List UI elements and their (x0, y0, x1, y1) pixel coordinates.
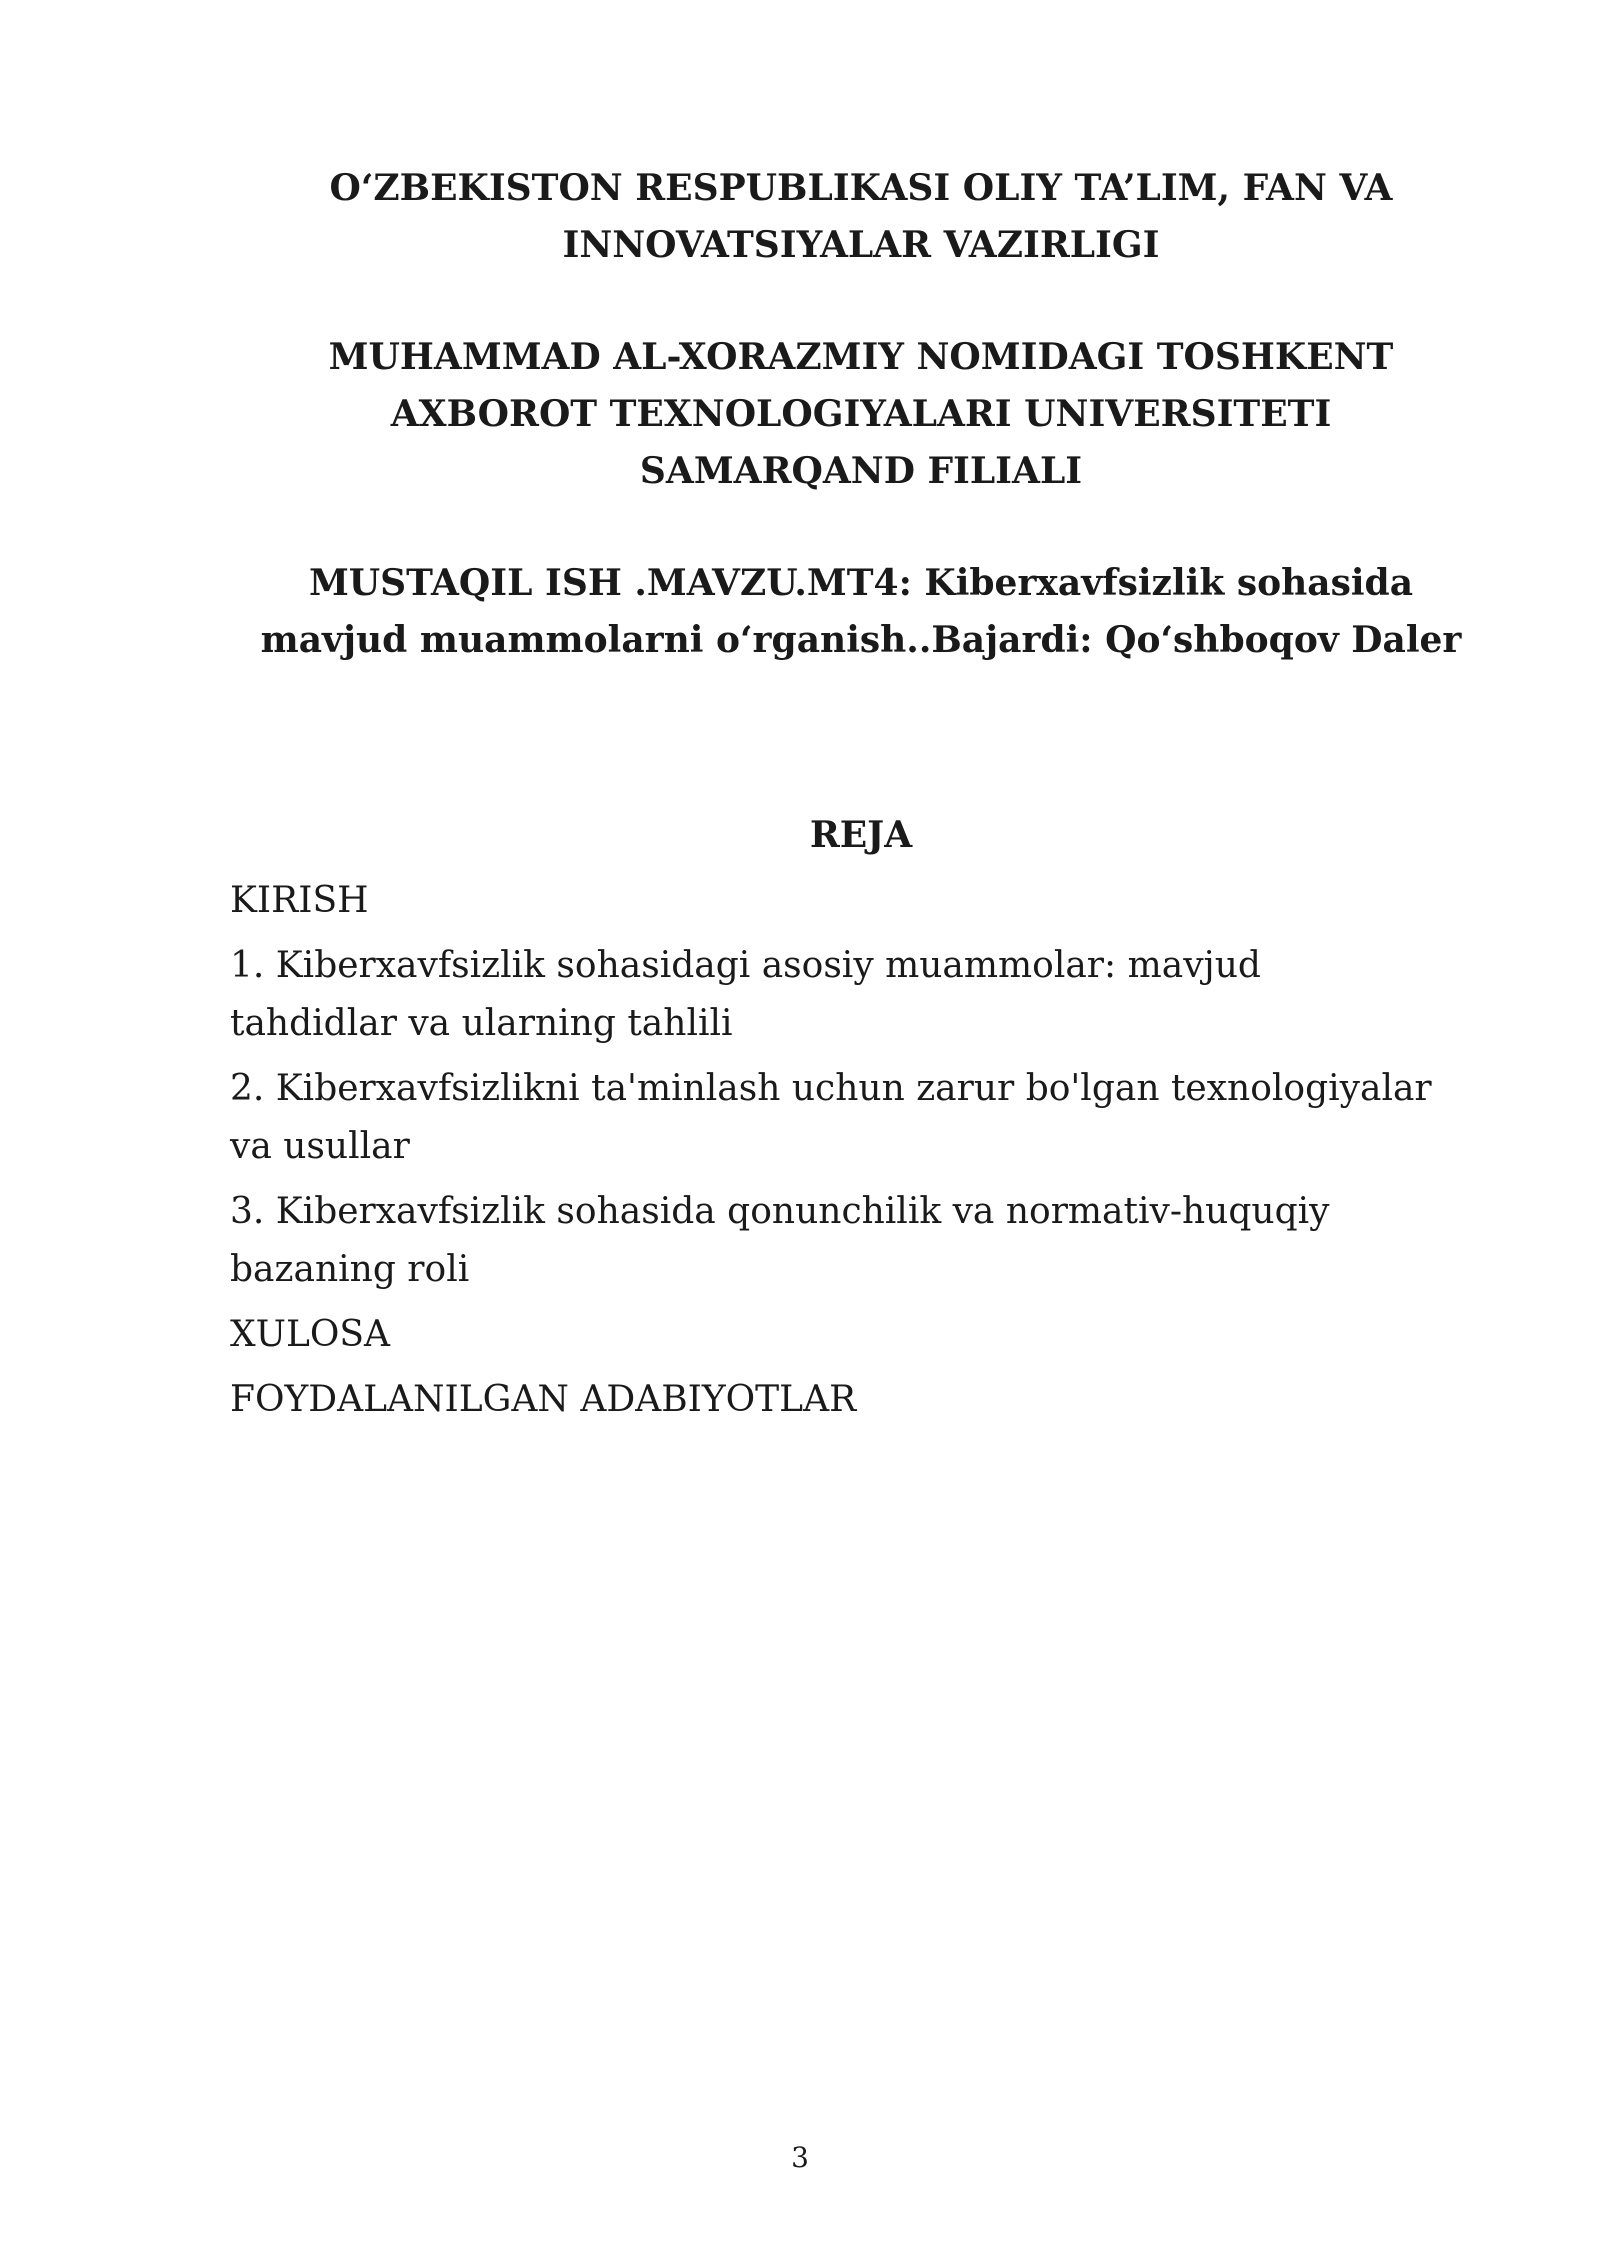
topic-heading (230, 555, 1492, 669)
topic-heading-line: MUSTAQIL ISH .MAVZU.MT4: Kiberxavfsizlik sohasida (308, 562, 1414, 604)
university-heading-line: MUHAMMAD AL-XORAZMIY NOMIDAGI TOSHKENT (328, 336, 1394, 378)
plan-list (230, 872, 1492, 1429)
plan-item-text: KIRISH (230, 880, 369, 921)
plan-item-text: bazaning roli (230, 1249, 470, 1290)
plan-item-text: 3. Kiberxavfsizlik sohasida qonunchilik va normativ-huquqiy (230, 1191, 1330, 1232)
ministry-heading (230, 160, 1492, 274)
plan-item (230, 1060, 1492, 1176)
plan-item-text: 2. Kiberxavfsizlikni ta'minlash uchun zarur bo'lgan texnologiyalar (230, 1068, 1432, 1109)
plan-item-text: tahdidlar va ularning tahlili (230, 1003, 733, 1044)
page-number: 3 (791, 2141, 809, 2174)
plan-item-text: FOYDALANILGAN ADABIYOTLAR (230, 1379, 857, 1420)
ministry-heading-line: INNOVATSIYALAR VAZIRLIGI (562, 224, 1160, 266)
ministry-heading-line: O‘ZBEKISTON RESPUBLIKASI OLIY TA’LIM, FAN VA (329, 167, 1393, 209)
plan-item (230, 872, 1492, 930)
plan-item (230, 937, 1492, 1053)
topic-heading-line: mavjud muammolarni o‘rganish..Bajardi: Qo‘shboqov Daler (260, 619, 1462, 661)
university-heading (230, 329, 1492, 500)
plan-item-text: 1. Kiberxavfsizlik sohasidagi asosiy muammolar: mavjud (230, 945, 1261, 986)
plan-item (230, 1371, 1492, 1429)
plan-item (230, 1306, 1492, 1364)
plan-item (230, 1183, 1492, 1299)
plan-item-text: va usullar (230, 1126, 410, 1167)
plan-title: REJA (809, 814, 913, 856)
university-heading-line: AXBOROT TEXNOLOGIYALARI UNIVERSITETI (390, 393, 1332, 435)
page-content (230, 160, 1492, 1436)
university-heading-line: SAMARQAND FILIALI (639, 450, 1083, 492)
plan-item-text: XULOSA (230, 1314, 391, 1355)
